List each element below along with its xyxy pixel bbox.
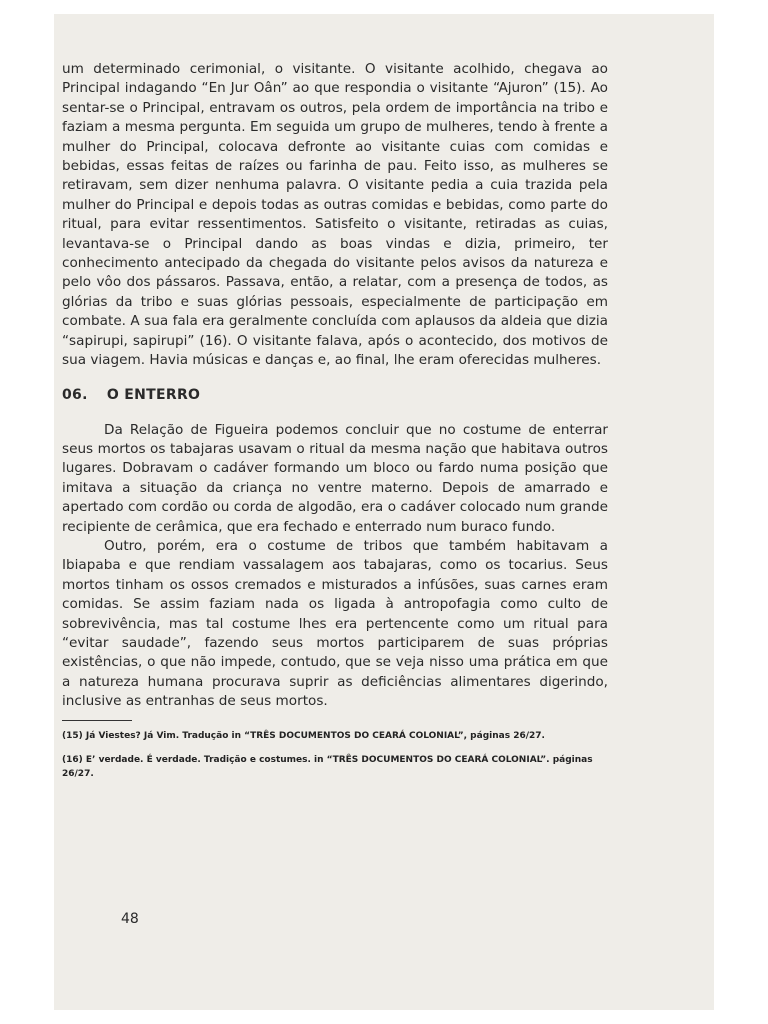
section-heading [62, 387, 608, 403]
body-section [62, 421, 608, 712]
paragraph-burial-1: Da Relação de Figueira podemos concluir que no costume de enterrar seus mortos os tabajaras usavam o ritual da mesma nação que habitava outros lugares. Dobravam o cadáver formando um bloco ou fardo numa posição que imitava a situação da criança no ventre materno. Depois de amarrado e apertado com cordão ou corda de algodão, era o cadáver colocado num grande recipiente de cerâmica, que era fechado e enterrado num buraco fundo. [62, 421, 608, 535]
section-number: 06. [62, 386, 88, 403]
footnote-16: (16) E’ verdade. É verdade. Tradição e costumes. in “TRÊS DOCUMENTOS DO CEARÁ COLONIAL”. páginas 26/27. [62, 754, 593, 779]
paragraph-burial-2: Outro, porém, era o costume de tribos que também habitavam a Ibiapaba e que rendiam vassalagem aos tabajaras, como os tocarius. Seus mortos tinham os ossos cremados e misturados a infúsões, suas carnes eram comidas. Se assim faziam nada os ligada à antropofagia como culto de sobrevivência, mas tal costume lhes era pertencente como um ritual para “evitar saudade”, fazendo seus mortos participarem de suas próprias existências, o que não impede, contudo, que se veja nisso uma prática em que a natureza humana procurava suprir as deficiências alimentares digerindo, inclusive as entranhas de seus mortos. [62, 537, 608, 710]
page-number: 48 [121, 911, 139, 927]
section-title: O ENTERRO [106, 386, 201, 403]
footnote-divider [62, 720, 132, 721]
footnote-15: (15) Já Viestes? Já Vim. Tradução in “TRÊS DOCUMENTOS DO CEARÁ COLONIAL”, páginas 26/27. [62, 730, 545, 741]
page-content [62, 60, 608, 791]
paragraph-ceremonial: um determinado cerimonial, o visitante. O visitante acolhido, chegava ao Principal indagando “En Jur Oân” ao que respondia o visitante “Ajuron” (15). Ao sentar-se o Principal, entravam os outros, pela ordem de importância na tribo e faziam a mesma pergunta. Em seguida um grupo de mulheres, tendo à frente a mulher do Principal, colocava defronte ao visitante cuias com comidas e bebidas, essas feitas de raízes ou farinha de pau. Feito isso, as mulheres se retiravam, sem dizer nenhuma palavra. O visitante pedia a cuia trazida pela mulher do Principal e depois todas as outras comidas e bebidas, como parte do ritual, para evitar ressentimentos. Satisfeito o visitante, retiradas as cuias, levantava-se o Principal dando as boas vindas e dizia, primeiro, ter conhecimento antecipado da chegada do visitante pelos avisos da natureza e pelo vôo dos pássaros. Passava, então, a relatar, com a presença de todos, as glórias da tribo e suas glórias pessoais, especialmente de participação em combate. A sua fala era geralmente concluída com aplausos da aldeia que dizia “sapirupi, sapirupi” (16). O visitante falava, após o acontecido, dos motivos de sua viagem. Havia músicas e danças e, ao final, lhe eram oferecidas mulheres. [62, 61, 608, 369]
body-top [62, 60, 608, 371]
